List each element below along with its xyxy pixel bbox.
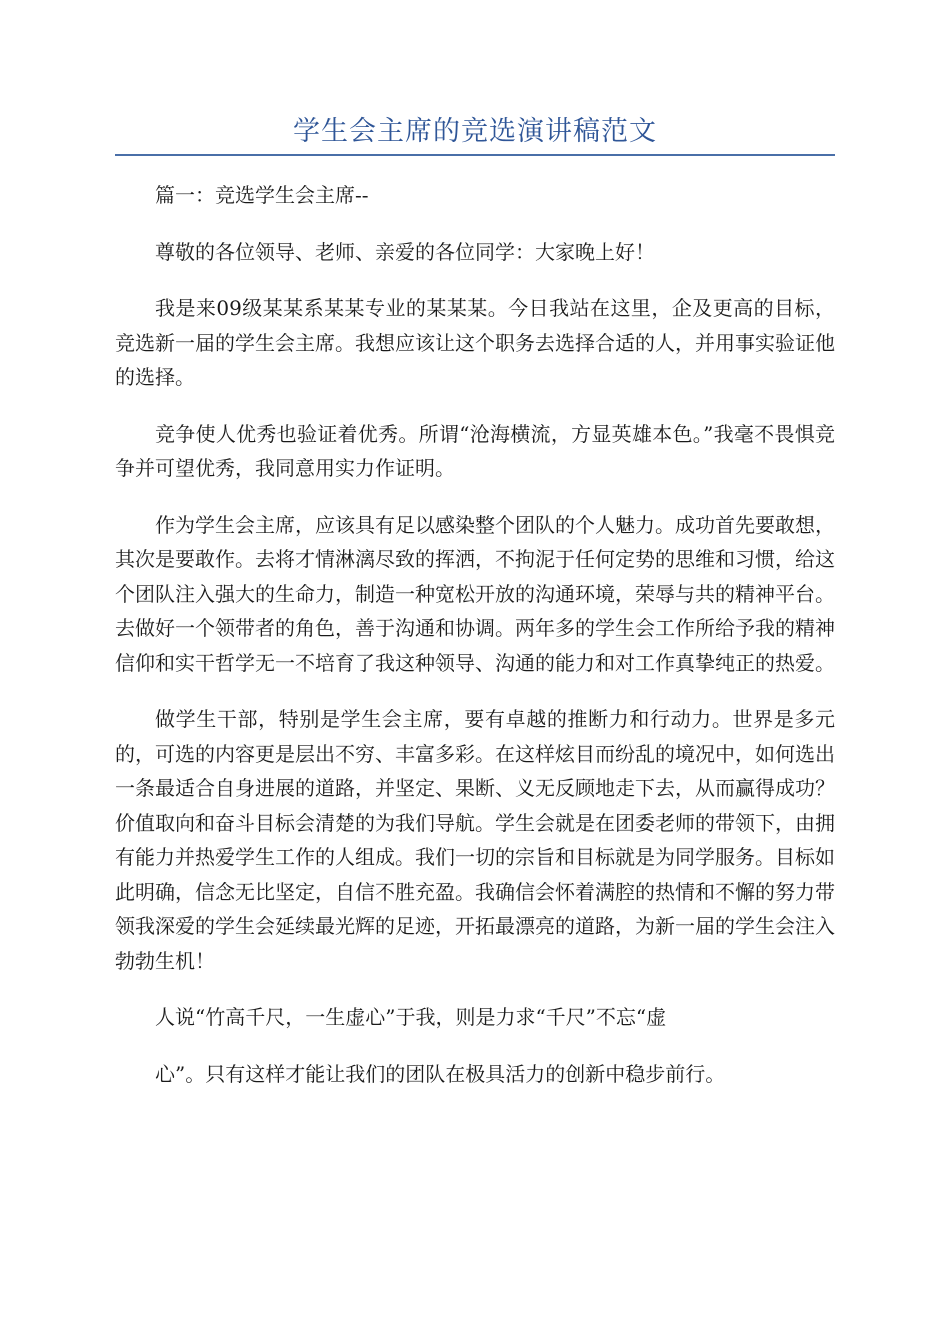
body-paragraph: 竞争使人优秀也验证着优秀。所谓“沧海横流，方显英雄本色。”我毫不畏惧竞争并可望优秀，我同意用实力作证明。 [115, 421, 835, 480]
section-heading: 篇一：竞选学生会主席-- [155, 183, 369, 207]
body-paragraph: 作为学生会主席，应该具有足以感染整个团队的个人魅力。成功首先要敢想，其次是要敢作。去将才情淋漓尽致的挥洒，不拘泥于任何定势的思维和习惯，给这个团队注入强大的生命力，制造一种宽松开放的沟通环境，荣辱与共的精神平台。去做好一个领带者的角色，善于沟通和协调。两年多的学生会工作所给予我的精神信仰和实干哲学无一不培育了我这种领导、沟通的能力和对工作真挚纯正的热爱。 [115, 512, 835, 675]
salutation-paragraph: 尊敬的各位领导、老师、亲爱的各位同学：大家晚上好！ [155, 239, 655, 264]
document-title: 学生会主席的竞选演讲稿范文 [293, 116, 657, 147]
body-paragraph: 做学生干部，特别是学生会主席，要有卓越的推断力和行动力。世界是多元的，可选的内容更是层出不穷、丰富多彩。在这样炫目而纷乱的境况中，如何选出一条最适合自身进展的道路，并坚定、果断、义无反顾地走下去，从而赢得成功？价值取向和奋斗目标会清楚的为我们导航。学生会就是在团委老师的带领下，由拥有能力并热爱学生工作的人组成。我们一切的宗旨和目标就是为同学服务。目标如此明确，信念无比坚定，自信不胜充盈。我确信会怀着满腔的热情和不懈的努力带领我深爱的学生会延续最光辉的足迹，开拓最漂亮的道路，为新一届的学生会注入勃勃生机！ [115, 707, 835, 973]
body-paragraph: 心”。只有这样才能让我们的团队在极具活力的创新中稳步前行。 [155, 1061, 726, 1086]
body-paragraph: 人说“竹高千尺，一生虚心”于我，则是力求“千尺”不忘“虚 [155, 1005, 667, 1029]
body-paragraph: 我是来09级某某系某某专业的某某某。今日我站在这里，企及更高的目标，竞选新一届的学生会主席。我想应该让这个职务去选择合适的人，并用事实验证他的选择。 [115, 296, 835, 389]
title-underline [115, 154, 835, 156]
document-body [115, 178, 835, 1113]
